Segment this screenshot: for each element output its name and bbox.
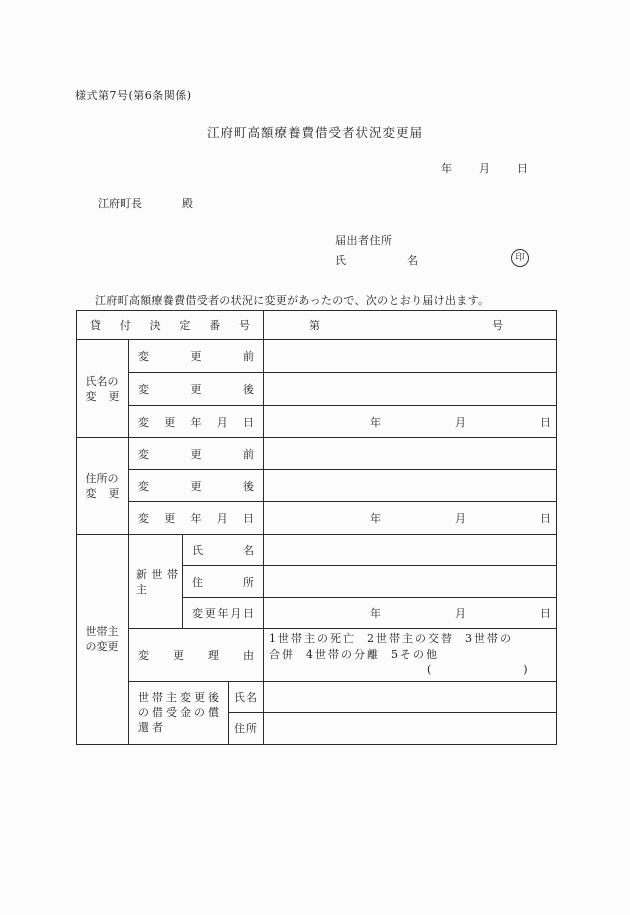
repayer-label-line1: 世 帯 主 変 更 後 [138,691,219,704]
address-change-label-line1: 住所の [85,472,119,485]
loan-number-prefix: 第 [309,319,320,332]
addressee-line [98,195,193,211]
name-change-label-line2: 変 更 [85,389,120,403]
new-head-date-value-cell [264,598,557,629]
address-change-date-label-cell: 変 更 年 月 日 [129,502,264,535]
repayer-address-value-cell [264,712,557,744]
address-change-after-label-cell: 変 更 後 [129,470,264,502]
address-change-before-value-cell [264,438,557,470]
date-month-label: 月 [479,162,490,175]
change-reason-line1: 1世帯主の死亡 2世帯主の交替 3世帯の [269,632,513,645]
repayer-name-value-cell [264,681,557,712]
declarant-address-label: 届出者住所 [335,234,393,247]
address-change-date-value-cell [264,502,557,535]
repayer-name-label-cell [229,681,264,712]
loan-decision-number-label: 貸 付 決 定 番 号 [90,319,250,332]
repayer-address-label: 住所 [234,722,258,735]
household-head-label-line2: の変更 [85,640,119,654]
addressee-office: 江府町長 [98,197,142,210]
name-change-before-label-cell: 変 更 前 [129,340,264,373]
style-number: 様式第7号(第6条関係) [75,89,192,102]
change-form-table [76,310,557,745]
intro-sentence: 江府町高額療養費借受者の状況に変更があったので、次のとおり届け出ます。 [95,294,490,307]
document-title: 江府町高額療養費借受者状況変更届 [206,125,423,140]
new-head-name-value-cell [264,535,557,566]
day-label: 日 [540,607,551,620]
change-reason-label-cell: 変 更 理 由 [129,629,264,682]
name-change-after-value-cell [264,373,557,406]
new-head-address-value-cell [264,566,557,598]
date-line [441,160,528,176]
address-change-after-value-cell [264,470,557,502]
new-head-date-label-cell: 変 更 年 月 日 [183,598,264,629]
paren-close: ) [523,663,528,676]
address-change-before-label-cell: 変 更 前 [129,438,264,470]
repayer-label-cell [129,681,229,744]
new-head-label-line1: 新 世 帯 [136,567,178,581]
year-label: 年 [370,607,381,620]
month-label: 月 [455,512,466,525]
loan-number-suffix: 号 [492,319,503,332]
new-head-name-label-cell: 氏 名 [183,535,264,566]
new-head-label-line2: 主 [136,582,147,596]
address-change-section-label-cell [77,438,129,535]
loan-number-value-cell [264,311,557,340]
name-change-date-label-cell: 変 更 年 月 日 [129,406,264,438]
household-head-label-line1: 世帯主 [85,625,119,639]
name-change-label-line1: 氏名の [85,374,119,388]
day-label: 日 [540,512,551,525]
loan-decision-number-header-cell [77,311,264,340]
new-head-address-label-cell: 住 所 [183,566,264,598]
repayer-label-line3: 還者 [138,721,166,734]
repayer-address-label-cell [229,712,264,744]
seal-mark-icon: 印 [511,249,529,267]
name-change-date-value-cell [264,406,557,438]
name-change-before-value-cell [264,340,557,373]
change-reason-line2: 合併 4世帯の分離 5その他 [269,647,439,661]
name-change-after-label-cell: 変 更 後 [129,373,264,406]
day-label: 日 [540,415,551,429]
name-change-section-label-cell [77,340,129,438]
year-label: 年 [370,512,381,525]
date-day-label: 日 [517,162,528,175]
year-label: 年 [370,415,381,429]
new-head-label-cell [129,535,183,629]
change-reason-other-blank [269,662,551,678]
addressee-honorific: 殿 [182,197,193,210]
repayer-label-line2: の 借 受 金 の 償 [138,706,219,719]
month-label: 月 [455,415,466,429]
address-change-label-line2: 変 更 [85,487,120,500]
repayer-name-label: 氏名 [234,690,258,704]
household-head-section-label-cell [77,535,129,745]
paren-open: ( [427,663,432,676]
date-year-label: 年 [441,162,452,175]
change-reason-options-cell [264,629,557,682]
declarant-name-label: 氏 名 [335,254,418,267]
month-label: 月 [455,607,466,620]
